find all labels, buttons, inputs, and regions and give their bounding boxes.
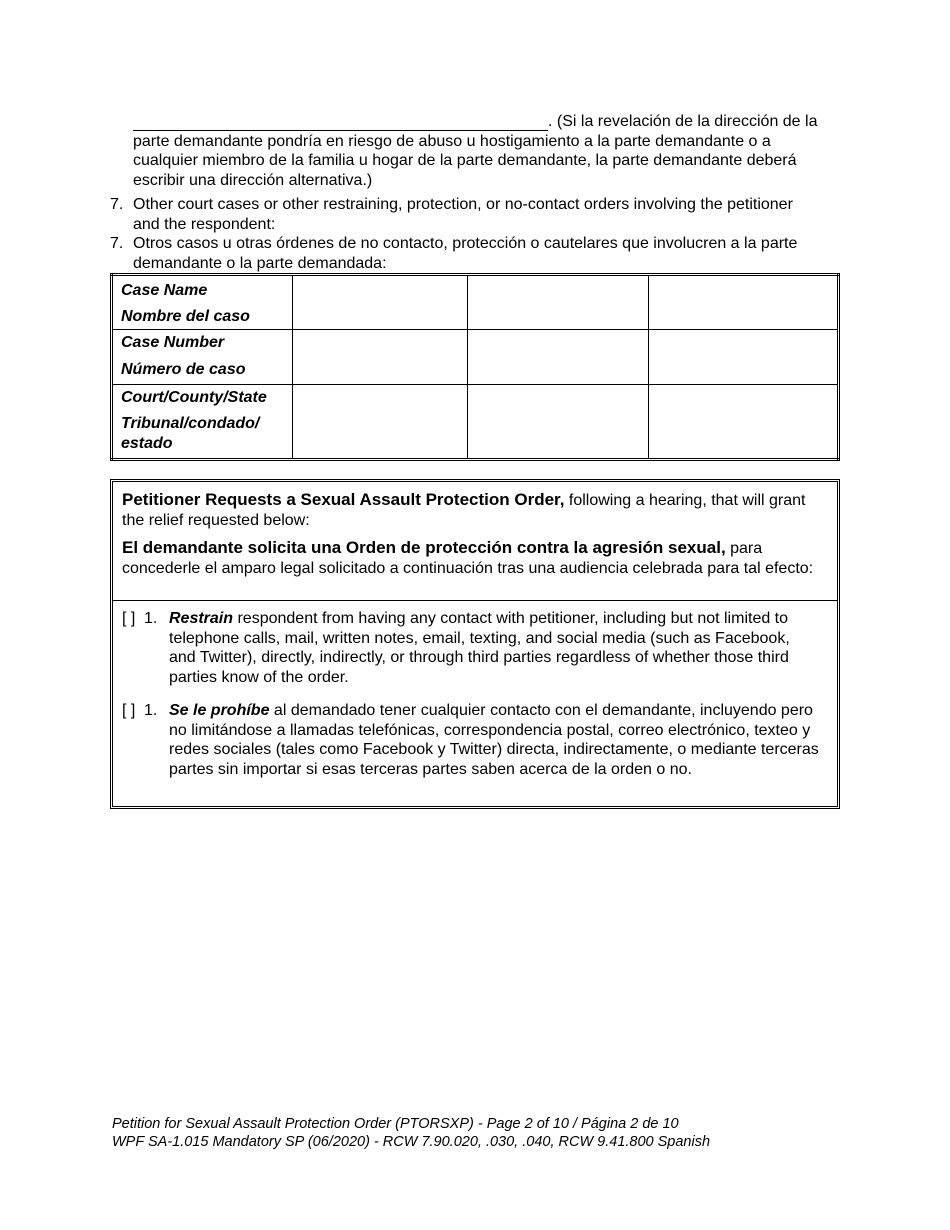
case-number-cell-2[interactable] bbox=[468, 330, 649, 384]
case-name-cell-3[interactable] bbox=[649, 275, 839, 330]
footer-form-title: Petition for Sexual Assault Protection Order (PTORSXP) - Page 2 of 10 / Página 2 de 10 bbox=[112, 1116, 679, 1132]
case-name-label: Case Name Nombre del caso bbox=[112, 275, 293, 330]
table-row bbox=[112, 384, 839, 459]
court-cell-3[interactable] bbox=[649, 384, 839, 459]
court-cell-1[interactable] bbox=[293, 384, 468, 459]
item-7-text-en: Other court cases or other restraining, protection, or no-contact orders involving the petitioner and the respondent: bbox=[133, 196, 793, 233]
relief-1-text-en: Restrain respondent from having any contact with petitioner, including but not limited to telephone calls, mail, written notes, email, texting, and social media (such as Facebook, and Twitter), directly, indirectly, or through third parties regardless of whether those third parties know of the order. bbox=[169, 610, 790, 686]
relief-requested-box bbox=[110, 479, 840, 809]
request-statement-en: Petitioner Requests a Sexual Assault Protection Order, following a hearing, that will grant the relief requested below: bbox=[122, 490, 806, 529]
item-7-number: 7. bbox=[110, 196, 124, 213]
case-number-label: Case Number Número de caso bbox=[112, 330, 293, 384]
relief-1-text-es: Se le prohíbe al demandado tener cualquier contacto con el demandante, incluyendo pero no limitándose a llamadas telefónicas, correspondencia postal, correo electrónico, texteo y redes sociales (tales como Facebook y Twitter) directa, indirectamente, o mediante terceras partes sin importar si esas terceras partes saben acerca de la orden o no. bbox=[169, 702, 819, 778]
relief-1-checkbox-es[interactable]: [ ] bbox=[122, 702, 136, 719]
item-7-number-es: 7. bbox=[110, 235, 124, 252]
request-statement-es: El demandante solicita una Orden de protección contra la agresión sexual, para concederle el amparo legal solicitado a continuación tras una audiencia celebrada para tal efecto: bbox=[122, 538, 814, 577]
relief-1-checkbox[interactable]: [ ] bbox=[122, 610, 136, 627]
other-cases-table bbox=[110, 273, 840, 461]
case-number-cell-1[interactable] bbox=[293, 330, 468, 384]
court-county-state-label: Court/County/State Tribunal/condado/ estado bbox=[112, 384, 293, 459]
table-row bbox=[112, 330, 839, 384]
court-cell-2[interactable] bbox=[468, 384, 649, 459]
address-note: . (Si la revelación de la dirección de la parte demandante pondría en riesgo de abuso u hostigamiento a la parte demandante o a cualquier miembro de la familia u hogar de la parte demandante, la parte demandante deberá escribir una dirección alternativa.) bbox=[133, 113, 818, 189]
relief-1-number-es: 1. bbox=[144, 702, 158, 719]
case-number-cell-3[interactable] bbox=[649, 330, 839, 384]
request-header bbox=[113, 482, 837, 601]
table-row bbox=[112, 275, 839, 330]
item-7-text-es: Otros casos u otras órdenes de no contacto, protección o cautelares que involucren a la parte demandante o la parte demandada: bbox=[133, 235, 798, 272]
relief-1-number: 1. bbox=[144, 610, 158, 627]
case-name-cell-2[interactable] bbox=[468, 275, 649, 330]
case-name-cell-1[interactable] bbox=[293, 275, 468, 330]
footer-form-code: WPF SA-1.015 Mandatory SP (06/2020) - RCW 7.90.020, .030, .040, RCW 9.41.800 Spanish bbox=[112, 1134, 711, 1150]
